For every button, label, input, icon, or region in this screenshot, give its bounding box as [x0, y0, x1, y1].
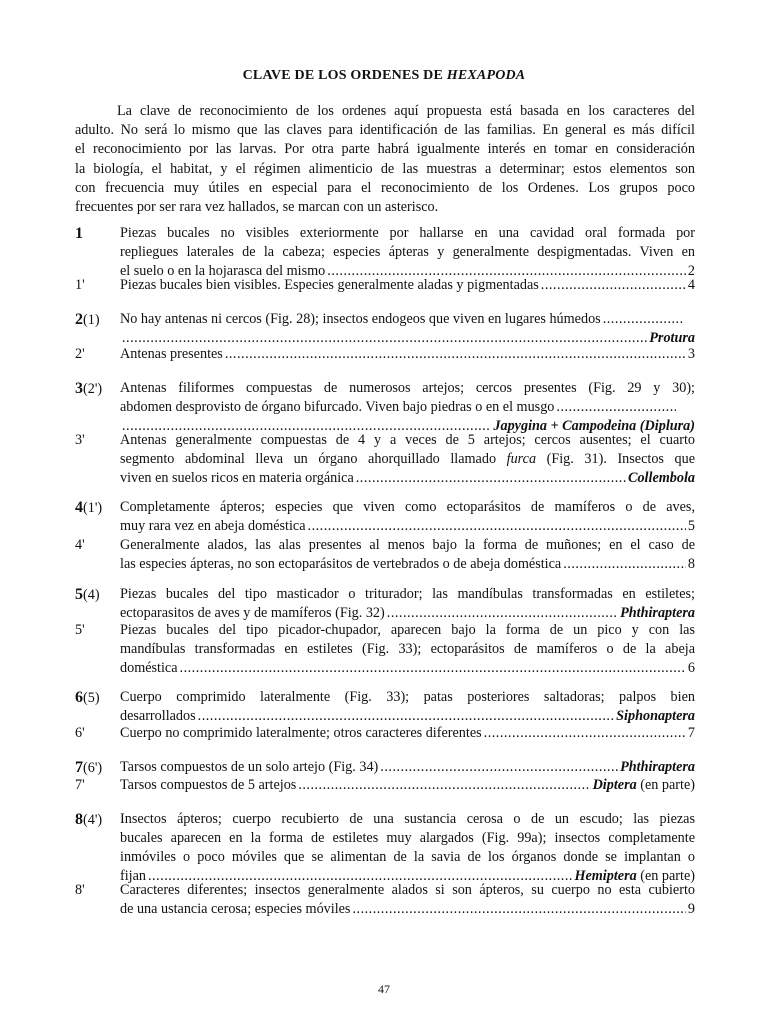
leader-dots [308, 517, 686, 536]
lead-text: Cuerpo no comprimido lateralmente; otros caracteres diferentes [120, 725, 482, 741]
couplet-num: 8 [75, 811, 83, 828]
leader-dots [541, 276, 686, 295]
couplet-num: 3 [75, 380, 83, 397]
couplet-num: 2 [75, 311, 83, 328]
couplet-lead-line [120, 310, 695, 329]
couplet-num: 1 [75, 225, 83, 242]
couplet-line: repliegues laterales de la cabeza; especies ápteras y generalmente despigmentadas. Viven en [120, 244, 695, 260]
result: 8 [687, 556, 695, 572]
couplet-number [75, 431, 120, 450]
couplet-num: 6' [75, 725, 85, 741]
couplet-line: segmento abdominal lleva un órgano ahorquillado llamado furca (Fig. 31). Insectos que [120, 451, 695, 467]
leader-dots [225, 345, 686, 364]
lead-text: fijan [120, 868, 146, 884]
couplet-text [120, 310, 695, 348]
leader-dots [556, 398, 676, 417]
couplet-number [75, 585, 120, 605]
couplet-number [75, 345, 120, 364]
result: 4 [687, 277, 695, 293]
lead-text: las especies ápteras, no son ectoparásitos de vertebrados o de abeja doméstica [120, 556, 562, 572]
couplet-text [120, 585, 695, 623]
couplet-text [120, 345, 695, 364]
couplet-lead-line [120, 517, 695, 536]
couplet-num: 5 [75, 586, 83, 603]
result-taxon: Phthiraptera [620, 605, 695, 621]
couplet-num: 2' [75, 346, 85, 362]
result-taxon: Collembola [628, 470, 695, 486]
leader-dots [352, 900, 685, 919]
couplet-lead-line [120, 776, 695, 795]
result-taxon: Siphonaptera [616, 708, 695, 724]
result-taxon: Phthiraptera [620, 759, 695, 775]
result [628, 469, 695, 488]
couplet-text [120, 498, 695, 536]
title-italic: HEXAPODA [446, 68, 526, 83]
couplet-number [75, 724, 120, 743]
couplet-num: 3' [75, 432, 85, 448]
couplet-line: Piezas bucales del tipo picador-chupador, aparecen bajo la forma de un pico y con las [120, 622, 695, 638]
result-taxon: Diptera [592, 777, 637, 793]
couplet-ref: (6') [83, 760, 103, 776]
couplet-text [120, 881, 695, 919]
lead-text: de una ustancia cerosa; especies móviles [120, 901, 351, 917]
result: 2 [687, 263, 695, 279]
lead-text: desarrollados [120, 708, 196, 724]
result-taxon: Japygina + Campodeina (Diplura) [493, 418, 695, 434]
couplet-line: Caracteres diferentes; insectos generalmente alados si son ápteros, su cuerpo no esta cubierto [120, 882, 695, 898]
couplet-lead-line [120, 900, 695, 919]
couplet-line: Generalmente alados, las alas presentes al menos bajo la forma de muñones; en el caso de [120, 537, 695, 553]
couplet-ref: (1) [83, 312, 100, 328]
couplet-number [75, 758, 120, 778]
intro-line: con frecuencia muy útiles en especial para el reconocimiento de los Ordenes. Los grupos poco [75, 179, 695, 196]
couplet-number [75, 276, 120, 295]
leader-dots [563, 555, 686, 574]
couplet-text [120, 758, 695, 777]
lead-text: ectoparasitos de aves y de mamíferos (Fig. 32) [120, 605, 385, 621]
lead-text: el suelo o en la hojarasca del mismo [120, 263, 326, 279]
couplet-ref: (4') [83, 812, 103, 828]
couplet-number [75, 776, 120, 795]
couplet-line: Cuerpo comprimido lateralmente (Fig. 33); patas posteriores saltadoras; palpos bien [120, 689, 695, 705]
couplet-number [75, 498, 120, 518]
couplet-line: Completamente ápteros; especies que viven como ectoparásitos de mamíferos o de aves, [120, 499, 695, 515]
couplet-text [120, 810, 695, 886]
result: 7 [687, 725, 695, 741]
couplet-lead-line [120, 659, 695, 678]
result: 3 [687, 346, 695, 362]
leader-dots [380, 758, 618, 777]
couplet-text [120, 724, 695, 743]
couplet-num: 1' [75, 277, 85, 293]
intro-line: adulto. No será lo mismo que las claves para identificación de las familias. En general es más difícil [75, 122, 695, 139]
italic-term: furca [506, 451, 537, 467]
lead-text: abdomen desprovisto de órgano bifurcado. Viven bajo piedras o en el musgo [120, 399, 555, 415]
lead-text: viven en suelos ricos en materia orgánica [120, 470, 354, 486]
couplet-line: Antenas filiformes compuestas de numerosos artejos; cercos presentes (Fig. 29 y 30); [120, 380, 695, 396]
couplet-number [75, 621, 120, 640]
couplet-lead-line [120, 724, 695, 743]
result: 5 [687, 518, 695, 534]
lead-text: muy rara vez en abeja doméstica [120, 518, 306, 534]
couplet-ref: (5) [83, 690, 100, 706]
couplet-text [120, 276, 695, 295]
couplet-line: inmóviles o poco móviles que se alimentan de la savia de los órganos donde se implantan o [120, 849, 695, 865]
couplet-num: 7 [75, 759, 83, 776]
lead-text: Tarsos compuestos de un solo artejo (Fig. 34) [120, 759, 379, 775]
couplet-text [120, 776, 695, 795]
result: 6 [687, 660, 695, 676]
result: 9 [687, 901, 695, 917]
lead-text: doméstica [120, 660, 178, 676]
couplet-text [120, 688, 695, 726]
couplet-num: 8' [75, 882, 85, 898]
intro-line: frecuentes por ser rara vez hallados, se marcan con un asterisco. [75, 199, 439, 216]
couplet-number [75, 810, 120, 830]
couplet-lead-line [120, 469, 695, 488]
intro-line: la biología, el habitat, y el régimen alimenticio de las muestras a determinar; estos elementos son [75, 160, 695, 177]
couplet-number [75, 536, 120, 555]
couplet-num: 4 [75, 499, 83, 516]
couplet-text [120, 536, 695, 574]
result-taxon: Protura [649, 330, 695, 346]
couplet-number [75, 224, 120, 244]
couplet-ref: (1') [83, 500, 103, 516]
result [593, 776, 695, 795]
title-text: CLAVE DE LOS ORDENES DE [242, 68, 447, 83]
couplet-num: 4' [75, 537, 85, 553]
couplet-line: Antenas generalmente compuestas de 4 y a veces de 5 artejos; cercos ausentes; el cuarto [120, 432, 695, 448]
couplet-number [75, 881, 120, 900]
couplet-line: mandíbulas transformadas en estiletes (Fig. 33); ectoparásitos de mamíferos o de la abeja [120, 641, 695, 657]
couplet-num: 6 [75, 689, 83, 706]
intro-line: el reconocimiento por las larvas. Por otra parte habrá igualmente interés en tomar en consideración [75, 141, 695, 158]
leader-dots [356, 469, 626, 488]
couplet-ref: (2') [83, 381, 103, 397]
couplet-line: Piezas bucales no visibles exteriormente por hallarse en una cavidad oral formada por [120, 225, 695, 241]
couplet-text [120, 431, 695, 488]
couplet-line: Piezas bucales del tipo masticador o triturador; las mandíbulas transformadas en estiletes; [120, 586, 695, 602]
result-note: (en parte) [640, 777, 695, 793]
result-note: (en parte) [640, 868, 695, 884]
page-title [0, 68, 768, 84]
intro-paragraph [75, 102, 695, 217]
couplet-ref: (4) [83, 587, 100, 603]
result [620, 758, 695, 777]
couplet-num: 5' [75, 622, 85, 638]
lead-text: Tarsos compuestos de 5 artejos [120, 777, 297, 793]
leader-dots [180, 659, 686, 678]
couplet-number [75, 310, 120, 330]
couplet-line: Insectos ápteros; cuerpo recubierto de una sustancia cerosa o de un escudo; las piezas [120, 811, 695, 827]
couplet-text [120, 224, 695, 281]
couplet-lead-line [120, 555, 695, 574]
leader-dots [603, 310, 683, 329]
lead-text: Antenas presentes [120, 346, 223, 362]
lead-text: Piezas bucales bien visibles. Especies generalmente aladas y pigmentadas [120, 277, 539, 293]
result-taxon: Hemiptera [574, 868, 637, 884]
page-number: 47 [378, 982, 390, 996]
couplet-text [120, 621, 695, 678]
intro-line: La clave de reconocimiento de los ordenes aquí propuesta está basada en los caracteres del [117, 103, 695, 119]
couplet-lead-line [120, 276, 695, 295]
couplet-number [75, 688, 120, 708]
couplet-num: 7' [75, 777, 85, 793]
couplet-number [75, 379, 120, 399]
couplet-lead-line [120, 345, 695, 364]
leader-dots [484, 724, 686, 743]
couplet-text [120, 379, 695, 436]
leader-dots [298, 776, 590, 795]
lead-text: No hay antenas ni cercos (Fig. 28); insectos endogeos que viven en lugares húmedos [120, 311, 601, 327]
couplet-line: bucales aparecen en la forma de estiletes muy alargados (Fig. 99a); insectos completamente [120, 830, 695, 846]
couplet-lead-line [120, 398, 695, 417]
couplet-lead-line [120, 758, 695, 777]
